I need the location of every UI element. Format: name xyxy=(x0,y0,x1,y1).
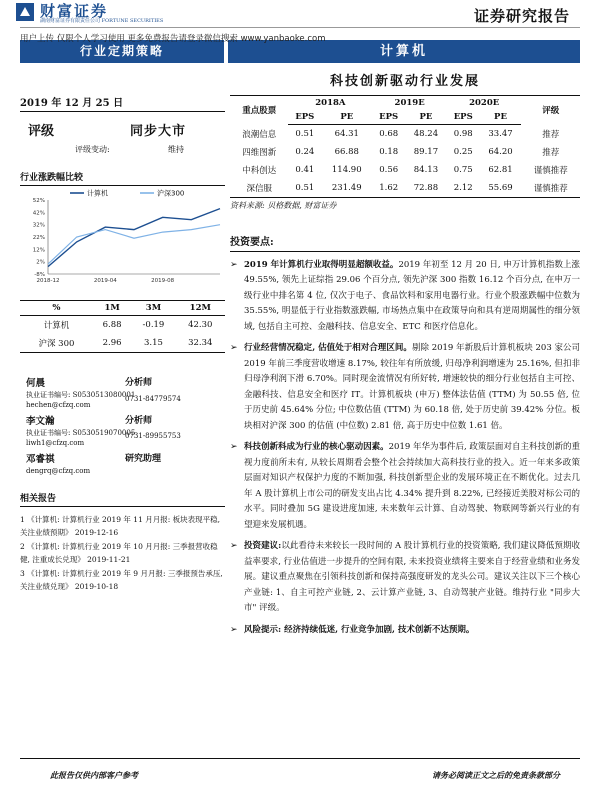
industry-banner: 计算机 xyxy=(228,40,580,63)
x-tick-label: 2018-12 xyxy=(36,278,60,284)
table-row xyxy=(230,179,580,198)
valuation-table-header xyxy=(230,96,580,111)
key-point-lead: 风险提示: 经济持续低迷, 行业竞争加剧, 技术创新不达预期。 xyxy=(244,624,475,635)
analyst-name: 邓睿祺 xyxy=(26,454,55,465)
table-row xyxy=(230,161,580,179)
key-point-item xyxy=(230,623,580,639)
valuation-cell: 114.90 xyxy=(331,164,362,175)
key-point-item xyxy=(230,539,580,617)
stock-name-cell: 浪潮信息 xyxy=(242,129,277,140)
perf-cell: 32.34 xyxy=(176,334,225,353)
sidebar xyxy=(20,94,225,594)
bullet-arrow-icon: ➢ xyxy=(230,442,238,452)
perf-cell: 3.15 xyxy=(131,334,175,353)
analyst-phone: 0731-84779574 xyxy=(125,395,181,403)
valuation-cell: 66.88 xyxy=(334,146,359,157)
x-tick-label: 2019-04 xyxy=(93,278,117,284)
valuation-cell: 64.31 xyxy=(334,128,359,139)
table-row xyxy=(20,316,225,335)
related-report-link[interactable]: 1 《计算机: 计算机行业 2019 年 11 月月报: 板块表现平稳, 关注业绩预期》 2019-12-16 xyxy=(20,515,221,537)
bullet-arrow-icon: ➢ xyxy=(230,343,238,353)
key-point-lead: 投资建议: xyxy=(244,541,282,551)
analyst-email: liwh1@cfzq.com xyxy=(26,439,85,447)
valuation-cell: 84.13 xyxy=(413,164,439,175)
analyst-cert: 执业证书编号: S0530519070005 xyxy=(26,429,136,437)
analyst-role: 分析师 xyxy=(125,378,153,388)
key-point-lead: 科技创新科成为行业的核心驱动因素。 xyxy=(244,442,389,452)
header-divider xyxy=(20,27,580,28)
y-tick-label: 12% xyxy=(32,247,45,254)
related-reports-title: 相关报告 xyxy=(20,491,225,507)
perf-header-cell: % xyxy=(20,301,93,316)
key-point-item xyxy=(230,258,580,336)
valuation-cell: 231.49 xyxy=(321,179,372,198)
y-tick-label: 32% xyxy=(32,222,45,229)
stock-rating-cell: 推荐 xyxy=(542,147,560,158)
stock-name-cell: 中科创达 xyxy=(242,165,277,176)
valuation-cell: 0.75 xyxy=(453,164,473,175)
valuation-header-year: 2018A xyxy=(288,96,372,111)
valuation-table-body xyxy=(230,125,580,198)
rating-change-row xyxy=(20,144,225,160)
table-row xyxy=(230,125,580,143)
valuation-cell: 72.88 xyxy=(405,179,447,198)
report-category-banner: 行业定期策略 xyxy=(20,40,224,63)
legend-label: 沪深300 xyxy=(157,189,185,198)
y-tick-label: 52% xyxy=(32,198,45,204)
company-logo-text: 财富证券 xyxy=(40,2,109,20)
key-point-item xyxy=(230,440,580,533)
stock-rating-cell: 谨慎推荐 xyxy=(533,165,568,176)
valuation-cell: 0.68 xyxy=(379,128,399,139)
valuation-cell: 62.81 xyxy=(488,164,513,175)
rating-change-label: 评级变动: xyxy=(75,145,110,154)
stock-name-cell: 深信服 xyxy=(230,179,288,198)
valuation-subheader: PE xyxy=(321,110,372,125)
valuation-cell: 0.98 xyxy=(453,128,473,139)
key-points-title: 投资要点: xyxy=(230,233,580,252)
report-date: 2019 年 12 月 25 日 xyxy=(20,94,225,112)
table-row xyxy=(230,143,580,161)
bullet-arrow-icon: ➢ xyxy=(230,624,238,635)
perf-header-cell: 3M xyxy=(131,301,175,316)
valuation-subheader: EPS xyxy=(372,110,405,125)
perf-cell: 42.30 xyxy=(188,320,213,330)
valuation-cell: 0.24 xyxy=(295,146,315,157)
table-row xyxy=(20,334,225,353)
valuation-header-rating: 评级 xyxy=(521,96,580,125)
valuation-cell: 0.41 xyxy=(295,164,315,175)
valuation-header-year: 2019E xyxy=(372,96,447,111)
related-report-link[interactable]: 3 《计算机: 计算机行业 2019 年 9 月月报: 三季报预告承压, 关注业绩兑现》 2019-10-18 xyxy=(20,569,223,591)
valuation-cell: 0.51 xyxy=(295,128,315,139)
stock-rating-cell: 谨慎推荐 xyxy=(521,179,580,198)
valuation-cell: 2.12 xyxy=(447,179,480,198)
analyst-email: dengrq@cfzq.com xyxy=(26,467,91,475)
footer-disclaimer-right: 请务必阅读正文之后的免责条款部分 xyxy=(432,770,560,780)
bullet-arrow-icon: ➢ xyxy=(230,541,238,551)
analyst-email: hechen@cfzq.com xyxy=(26,401,91,409)
valuation-subheader: PE xyxy=(405,110,447,125)
related-report-link[interactable]: 2 《计算机: 计算机行业 2019 年 10 月月报: 三季报营收稳健, 注重成长兑现》 2019-11-21 xyxy=(20,542,218,564)
perf-cell: 2.96 xyxy=(93,334,131,353)
valuation-cell: 55.69 xyxy=(480,179,522,198)
analyst-role: 研究助理 xyxy=(125,454,162,464)
key-point-text: 剔除 2019 年新股后计算机板块 203 家公司 2019 年前三季度营收增速 8.17%, 较往年有所放缓, 归母净利润增速为 25.16%, 但扣非归母净利润下滑 6.70%。同时现金流情况有所好转, 增速较快的细分行业包括自主可控、金融科技、信息安全和医疗 IT。计算机板块 (申万) 整体法估值 (TTM) 为 50.55 倍, 位于历史前 45.64% 分位; 中位数估值 (TTM) 为 60.18 倍, 处于历史前 39.42% 分位。板块相对沪深 300 的估值 (中位数) 2.81 倍, 高于历史中位数 1.61 倍。 xyxy=(244,343,581,431)
key-point-text: 2019 年初至 12 月 20 日, 申万计算机指数上涨 49.55%, 领先上证综指 29.06 个百分点, 领先沪深 300 指数 16.12 个百分点, 在申万一级行业中排名第 4 位, 仅次于电子、食品饮料和家用电器行业。行业个股涨跌幅中位数为 35.55%, 明显低于行业指数涨跌幅, 市场热点集中在政策导向和具有逆周期属性的细分领域, 包括自主可控、金融科技、信息安全、ETC 和医疗信息化。 xyxy=(244,259,580,332)
valuation-cell: 0.18 xyxy=(379,146,399,157)
analyst-name: 李文瀚 xyxy=(26,416,55,427)
valuation-cell: 0.25 xyxy=(453,146,473,157)
stock-name-cell: 四维图新 xyxy=(242,147,277,158)
valuation-cell: 1.62 xyxy=(372,179,405,198)
footer-divider xyxy=(20,758,580,759)
key-point-text: 2019 年华为事件后, 政策层面对自主科技创新的重视力度前所未有, 从较长周期看会整个社会持续加大高科技行业的投入。近一年来多政策层面对知识产权保护力度的不断加强, 科技创新型企业的发展环境正在不断优化。过去几年 A 股计算机上市公司的研发支出占比 4.34% 提升到 8.22%, 已经接近美股对标公司的水平。同时叠加 5G 建设进度加速, 未来数年云计算、自动驾驶、物联网等新兴行业的有望迎来发展机遇。 xyxy=(244,442,580,530)
bullet-arrow-icon: ➢ xyxy=(230,259,238,270)
valuation-subheader: EPS xyxy=(288,110,321,125)
perf-cell: 计算机 xyxy=(43,321,70,331)
analyst-role: 分析师 xyxy=(125,416,153,426)
perf-header-cell: 1M xyxy=(93,301,131,316)
related-reports xyxy=(20,491,225,593)
y-tick-label: -8% xyxy=(34,272,45,278)
valuation-cell: 0.56 xyxy=(379,164,399,175)
rating-row xyxy=(20,118,225,140)
valuation-cell: 0.51 xyxy=(288,179,321,198)
table-source: 资料来源: 贝格数据, 财富证券 xyxy=(230,200,337,210)
rating-value: 同步大市 xyxy=(130,124,187,139)
x-tick-label: 2019-08 xyxy=(151,278,175,284)
key-point-lead: 2019 年计算机行业取得明显超额收益。 xyxy=(244,259,399,270)
report-header xyxy=(0,0,600,30)
perf-cell: 沪深 300 xyxy=(20,334,93,353)
main-content xyxy=(230,95,580,638)
analyst-block xyxy=(20,375,225,485)
valuation-subheader: PE xyxy=(480,110,522,125)
rating-label: 评级 xyxy=(28,124,55,139)
key-point-item xyxy=(230,341,580,434)
perf-cell: 6.88 xyxy=(102,320,122,330)
rating-change-value: 维持 xyxy=(168,145,184,154)
trend-section-title: 行业涨跌幅比较 xyxy=(20,170,225,186)
company-logo-subtitle: 湖南财富证券有限责任公司 FORTUNE SECURITIES xyxy=(40,18,164,24)
valuation-cell: 64.20 xyxy=(488,146,513,157)
valuation-header-year: 2020E xyxy=(447,96,522,111)
stock-rating-cell: 推荐 xyxy=(542,129,560,140)
footer-disclaimer-left: 此报告仅供内部客户参考 xyxy=(50,770,138,780)
key-point-lead: 行业经营情况稳定, 估值处于相对合理区间。 xyxy=(244,343,412,353)
valuation-cell: 48.24 xyxy=(413,128,439,139)
valuation-cell: 33.47 xyxy=(488,128,513,139)
watermark-text: 用户上传 仅限个人学习使用 更多免费报告请登录微信搜索 www.yanbaoke.com xyxy=(20,34,326,44)
performance-table-header xyxy=(20,301,225,316)
performance-table xyxy=(20,300,225,353)
y-tick-label: 2% xyxy=(36,259,45,266)
analyst-name: 何晨 xyxy=(26,378,46,389)
trend-chart xyxy=(20,186,225,296)
company-logo-icon xyxy=(16,3,34,21)
report-headline: 科技创新驱动行业发展 xyxy=(329,74,480,89)
valuation-header-stock: 重点股票 xyxy=(230,96,288,125)
valuation-subheader: EPS xyxy=(447,110,480,125)
perf-header-cell: 12M xyxy=(176,301,225,316)
valuation-cell: 89.17 xyxy=(413,146,439,157)
perf-cell: -0.19 xyxy=(142,320,165,330)
analyst-phone: 0731-89955753 xyxy=(125,432,181,440)
report-type-title: 证券研究报告 xyxy=(473,7,570,25)
trend-chart-svg xyxy=(20,186,225,296)
legend-label: 计算机 xyxy=(87,189,108,198)
y-tick-label: 22% xyxy=(32,235,45,241)
y-tick-label: 42% xyxy=(32,210,45,217)
valuation-table xyxy=(230,95,580,198)
analyst-cert: 执业证书编号: S0530513080001 xyxy=(26,391,136,399)
key-point-text: 以此看待未来较长一段时间的 A 股计算机行业的投资策略, 我们建议降低预期收益率要求, 行业估值进一步提升的空间有限, 未来投资业绩将主要来自于经营业绩和业务发展。建议重点聚焦在引领科技创新和保持高强度研发的龙头公司。建议关注以下三个核心产业链: 1、自主可控产业链, 2、云计算产业链, 3、自动驾驶产业链。维持行业 "同步大市" 评级。 xyxy=(244,541,580,613)
